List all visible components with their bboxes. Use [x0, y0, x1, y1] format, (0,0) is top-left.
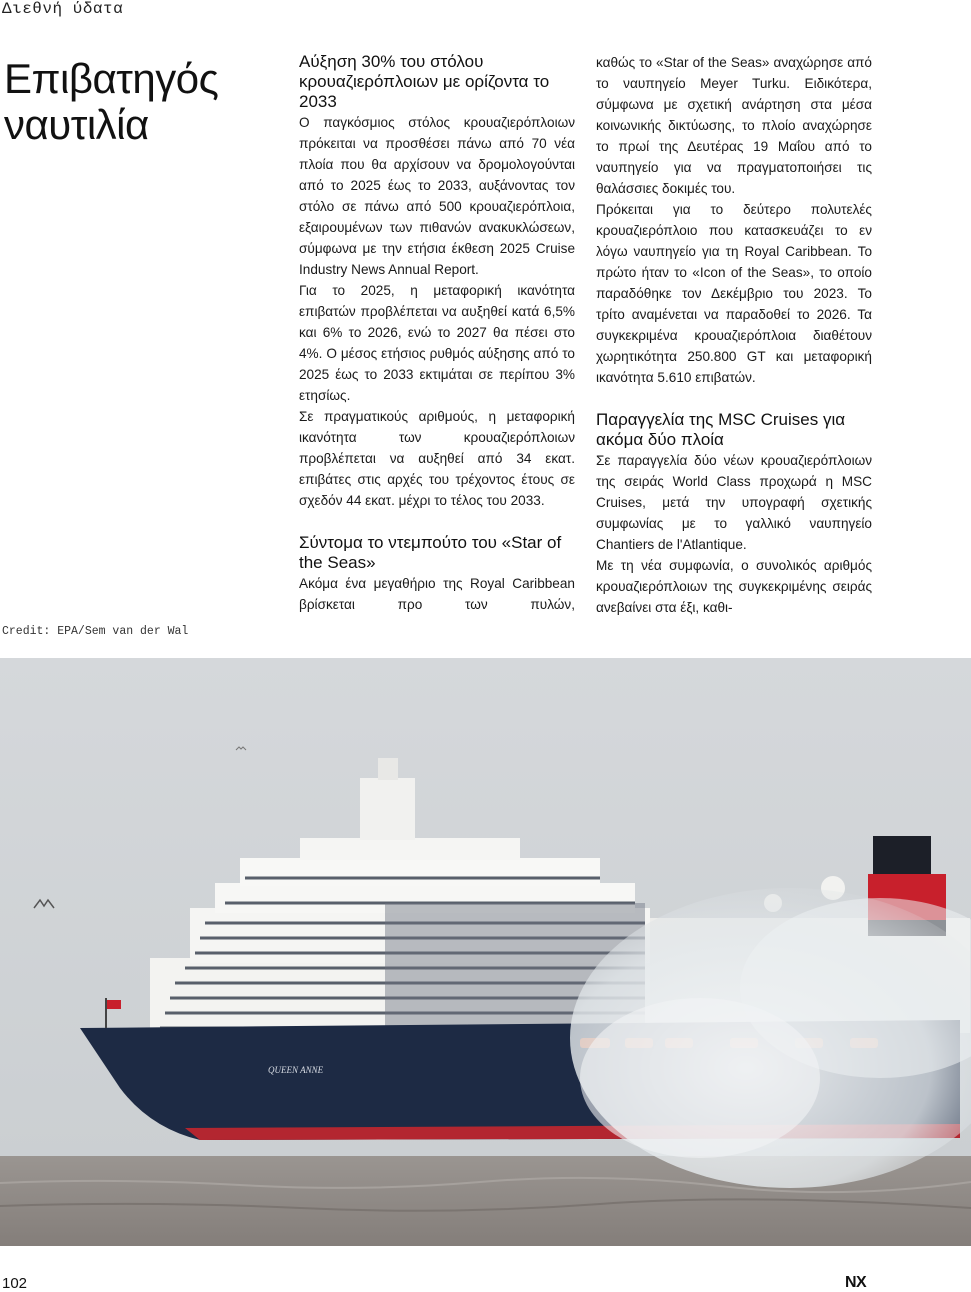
- brand-logo: NX: [845, 1274, 867, 1291]
- article-column-1: [299, 52, 575, 615]
- title-line-1: Επιβατηγός: [4, 55, 219, 102]
- paragraph: Σε πραγματικούς αριθμούς, η μεταφορική ικανότητα των κρουαζιερόπλοιων προβλέπεται να αυξηθεί από 34 εκατ. επιβάτες στις αρχές του τρέχοντος έτους σε σχεδόν 44 εκατ. μέχρι το τέλος του 2033.: [299, 409, 575, 508]
- title-line-2: ναυτιλία: [4, 101, 149, 148]
- article-column-2: [596, 52, 872, 618]
- paragraph: Σε παραγγελία δύο νέων κρουαζιερόπλοιων της σειράς World Class προχωρά η MSC Cruises, μετά την υπογραφή σχετικής συμφωνίας με το γαλλικό ναυπηγείο Chantiers de l'Atlantique.: [596, 453, 872, 552]
- ship-name-label: QUEEN ANNE: [268, 1065, 324, 1075]
- paragraph: Ο παγκόσμιος στόλος κρουαζιερόπλοιων πρόκειται να προσθέσει πάνω από 70 νέα πλοία που θα αρχίσουν να δρομολογούνται από το 2025 έως το 2033, αυξάνοντας τον στόλο σε πάνω από 500 κρουαζιερόπλοια, εξαιρουμένων των πιθανών ανακυκλώσεων, σύμφωνα με την ετήσια έκθεση 2025 Cruise Industry News Annual Report.: [299, 115, 575, 277]
- paragraph: Ακόμα ένα μεγαθήριο της Royal Caribbean βρίσκεται προ των πυλών,: [299, 576, 575, 612]
- paragraph: Με τη νέα συμφωνία, ο συνολικός αριθμός κρουαζιερόπλοιων της συγκεκριμένης σειράς ανεβαίνει στα έξι, καθι-: [596, 558, 872, 615]
- cruise-ship-photo: [0, 658, 971, 1246]
- section-heading-star-of-the-seas: Σύντομα το ντεμπούτο του «Star of the Seas»: [299, 533, 562, 572]
- photo-credit: Credit: EPA/Sem van der Wal: [2, 625, 189, 638]
- section-tag: Διεθνή ύδατα: [2, 0, 124, 18]
- paragraph: Για το 2025, η μεταφορική ικανότητα επιβατών προβλέπεται να αυξηθεί κατά 6,5% και 6% το 2026, ενώ το 2027 θα πέσει στο 4%. Ο μέσος ετήσιος ρυθμός αύξησης από το 2025 έως το 2033 εκτιμάται σε περίπου 3% ετησίως.: [299, 283, 575, 403]
- page-title: [4, 56, 274, 148]
- section-heading-msc-order: Παραγγελία της MSC Cruises για ακόμα δύο πλοία: [596, 410, 846, 449]
- paragraph: καθώς το «Star of the Seas» αναχώρησε από το ναυπηγείο Meyer Turku. Ειδικότερα, σύμφωνα με σχετική ανάρτηση στα μέσα κοινωνικής δικτύωσης, το πλοίο αναχώρησε το πρωί της Δευτέρας 19 Μαΐου από το ναυπηγείο για να πραγματοποιήσει τις θαλάσσιες δοκιμές του.: [596, 55, 872, 196]
- page-number: 102: [2, 1275, 28, 1292]
- section-heading-fleet-growth: Αύξηση 30% του στόλου κρουαζιερόπλοιων με ορίζοντα το 2033: [299, 52, 550, 111]
- paragraph: Πρόκειται για το δεύτερο πολυτελές κρουαζιερόπλοιο που κατασκευάζει το εν λόγω ναυπηγείο για τη Royal Caribbean. Το πρώτο ήταν το «Icon of the Seas», το οποίο παραδόθηκε τον Δεκέμβριο του 2023. Το τρίτο αναμένεται να παραδοθεί το 2026. Τα συγκεκριμένα κρουαζιερόπλοια διαθέτουν χωρητικότητα 250.800 GT και μεταφορική ικανότητα 5.610 επιβατών.: [596, 202, 872, 385]
